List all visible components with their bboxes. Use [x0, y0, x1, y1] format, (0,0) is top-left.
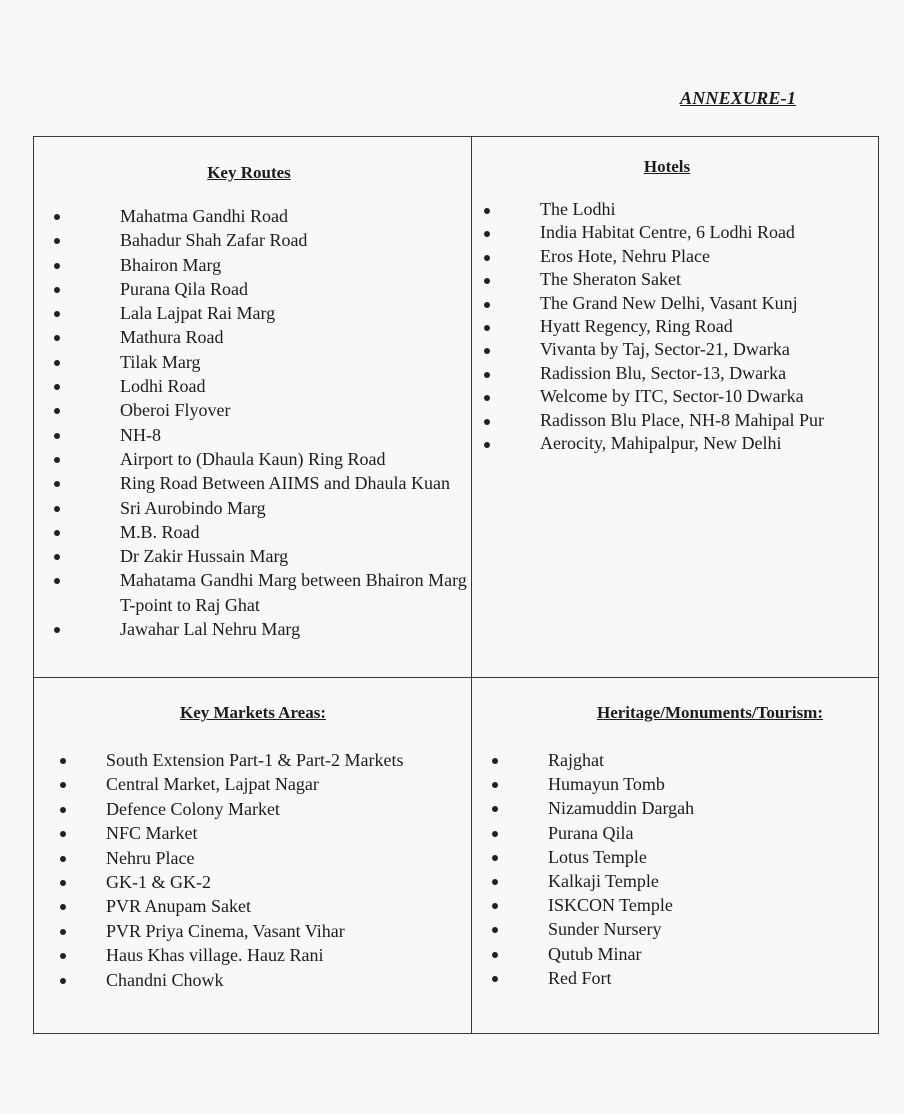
list-item-text: M.B. Road	[120, 521, 200, 542]
heritage-cell	[490, 703, 875, 990]
bullet-icon	[484, 395, 490, 401]
list-item-text: Defence Colony Market	[106, 798, 280, 819]
list-item	[482, 198, 872, 221]
bullet-icon	[54, 578, 60, 584]
list-item	[482, 315, 872, 338]
bullet-icon	[54, 214, 60, 220]
list-item-text: Humayun Tomb	[548, 774, 665, 795]
bullet-icon	[484, 255, 490, 261]
bullet-icon	[484, 372, 490, 378]
list-item	[490, 821, 875, 845]
key-markets-list	[58, 748, 468, 992]
list-item	[490, 796, 875, 820]
list-item-text: Mathura Road	[120, 327, 224, 348]
bullet-icon	[484, 348, 490, 354]
list-item-text: Tilak Marg	[120, 351, 201, 372]
list-item-text: Purana Qila	[548, 822, 634, 843]
list-item-text: Nehru Place	[106, 847, 195, 868]
bullet-icon	[54, 433, 60, 439]
list-item	[490, 917, 875, 941]
list-item	[54, 496, 474, 520]
bullet-icon	[492, 927, 498, 933]
list-item-text: Jawahar Lal Nehru Marg	[120, 619, 301, 640]
bullet-icon	[484, 419, 490, 425]
bullet-icon	[492, 806, 498, 812]
list-item-text: South Extension Part-1 & Part-2 Markets	[106, 750, 404, 770]
list-item	[58, 846, 468, 870]
list-item-text: Oberoi Flyover	[120, 400, 231, 421]
bullet-icon	[60, 831, 66, 837]
list-item-text: Central Market, Lajpat Nagar	[106, 774, 319, 795]
hotels-cell	[482, 157, 872, 455]
bullet-icon	[60, 782, 66, 788]
list-item	[490, 869, 875, 893]
list-item-text: Dr Zakir Hussain Marg	[120, 546, 289, 567]
list-item	[490, 845, 875, 869]
list-item	[482, 385, 872, 408]
bullet-icon	[54, 481, 60, 487]
list-item-text: Qutub Minar	[548, 943, 642, 964]
list-item-text: Lala Lajpat Rai Marg	[120, 303, 276, 324]
list-item-text: Haus Khas village. Hauz Rani	[106, 945, 324, 966]
bullet-icon	[492, 782, 498, 788]
list-item	[58, 870, 468, 894]
bullet-icon	[492, 903, 498, 909]
list-item	[54, 325, 474, 349]
bullet-icon	[60, 953, 66, 959]
list-item	[482, 245, 872, 268]
heritage-list	[490, 748, 875, 990]
bullet-icon	[54, 530, 60, 536]
list-item	[54, 568, 474, 617]
key-routes-cell	[54, 163, 474, 641]
list-item	[54, 447, 474, 471]
list-item-text: Ring Road Between AIIMS and Dhaula Kuan	[120, 473, 450, 494]
bullet-icon	[54, 360, 60, 366]
bullet-icon	[484, 442, 490, 448]
bullet-icon	[54, 238, 60, 244]
list-item	[482, 338, 872, 361]
bullet-icon	[60, 807, 66, 813]
list-item	[54, 350, 474, 374]
list-item	[54, 544, 474, 568]
list-item	[54, 277, 474, 301]
list-item-text: Lotus Temple	[548, 846, 647, 867]
list-item	[490, 893, 875, 917]
list-item	[58, 919, 468, 943]
list-item	[490, 772, 875, 796]
bullet-icon	[484, 278, 490, 284]
list-item	[58, 772, 468, 796]
hotels-heading: Hotels	[643, 157, 691, 176]
list-item	[54, 228, 474, 252]
key-routes-heading: Key Routes	[207, 163, 291, 182]
list-item-text: Lodhi Road	[120, 376, 206, 397]
list-item-text: Eros Hote, Nehru Place	[540, 245, 710, 266]
list-item-text: Airport to (Dhaula Kaun) Ring Road	[120, 448, 386, 469]
bullet-icon	[60, 856, 66, 862]
bullet-icon	[54, 408, 60, 414]
bullet-icon	[60, 758, 66, 764]
list-item-text: NFC Market	[106, 823, 198, 844]
row-divider	[34, 677, 878, 678]
bullet-icon	[54, 287, 60, 293]
bullet-icon	[54, 506, 60, 512]
bullet-icon	[54, 627, 60, 633]
key-routes-list	[54, 204, 474, 641]
hotels-list	[482, 198, 872, 455]
bullet-icon	[484, 231, 490, 237]
list-item	[58, 894, 468, 918]
list-item-text: NH-8	[120, 424, 161, 445]
list-item-text: The Lodhi	[540, 199, 616, 219]
list-item-text: Welcome by ITC, Sector-10 Dwarka	[540, 386, 804, 407]
list-item-text: Sri Aurobindo Marg	[120, 497, 266, 518]
list-item	[58, 968, 468, 992]
list-item	[482, 409, 872, 432]
bullet-icon	[484, 325, 490, 331]
list-item-text: Purana Qila Road	[120, 278, 248, 299]
bullet-icon	[54, 263, 60, 269]
list-item	[490, 966, 875, 990]
key-markets-heading: Key Markets Areas:	[179, 703, 327, 722]
list-item-text: The Sheraton Saket	[540, 269, 681, 290]
list-item-text: Vivanta by Taj, Sector-21, Dwarka	[540, 339, 790, 360]
list-item-text: India Habitat Centre, 6 Lodhi Road	[540, 222, 795, 243]
bullet-icon	[54, 554, 60, 560]
list-item	[58, 748, 468, 772]
list-item	[482, 432, 872, 455]
bullet-icon	[54, 335, 60, 341]
list-item	[54, 253, 474, 277]
list-item	[54, 301, 474, 325]
list-item-text: Aerocity, Mahipalpur, New Delhi	[540, 433, 782, 454]
list-item-text: Hyatt Regency, Ring Road	[540, 316, 733, 337]
list-item	[54, 471, 474, 495]
list-item-text: Chandni Chowk	[106, 969, 224, 990]
list-item-text: Mahatma Gandhi Road	[120, 206, 288, 226]
list-item-text: PVR Priya Cinema, Vasant Vihar	[106, 920, 345, 941]
list-item-text: Sunder Nursery	[548, 919, 662, 940]
list-item-text: Kalkaji Temple	[548, 871, 659, 892]
list-item-text: Red Fort	[548, 967, 612, 988]
list-item	[54, 520, 474, 544]
bullet-icon	[60, 904, 66, 910]
bullet-icon	[492, 758, 498, 764]
bullet-icon	[484, 208, 490, 214]
list-item-text: Radisson Blu Place, NH-8 Mahipal Pur	[540, 409, 824, 430]
bullet-icon	[492, 831, 498, 837]
bullet-icon	[60, 929, 66, 935]
list-item	[54, 423, 474, 447]
annexure-title: ANNEXURE-1	[680, 88, 797, 108]
heritage-heading: Heritage/Monuments/Tourism:	[596, 703, 824, 722]
list-item	[490, 748, 875, 772]
list-item	[482, 292, 872, 315]
bullet-icon	[54, 384, 60, 390]
list-item-text: Nizamuddin Dargah	[548, 798, 695, 819]
list-item	[54, 398, 474, 422]
list-item-text: PVR Anupam Saket	[106, 896, 252, 917]
bullet-icon	[492, 855, 498, 861]
list-item-text: ISKCON Temple	[548, 895, 673, 916]
bullet-icon	[492, 879, 498, 885]
list-item-text: The Grand New Delhi, Vasant Kunj	[540, 292, 798, 313]
list-item	[490, 942, 875, 966]
list-item	[54, 617, 474, 641]
bullet-icon	[492, 976, 498, 982]
list-item	[482, 268, 872, 291]
list-item-text: GK-1 & GK-2	[106, 872, 211, 893]
list-item-text: Radission Blu, Sector-13, Dwarka	[540, 362, 787, 383]
bullet-icon	[60, 978, 66, 984]
bullet-icon	[484, 302, 490, 308]
bullet-icon	[54, 311, 60, 317]
list-item	[58, 797, 468, 821]
list-item	[482, 362, 872, 385]
list-item	[482, 221, 872, 244]
list-item	[58, 943, 468, 967]
bullet-icon	[60, 880, 66, 886]
list-item-text: Bhairon Marg	[120, 254, 222, 275]
list-item	[54, 374, 474, 398]
list-item-text: Rajghat	[548, 750, 604, 770]
list-item	[54, 204, 474, 228]
annexure-table	[33, 136, 879, 1034]
list-item	[58, 821, 468, 845]
list-item-text: Mahatama Gandhi Marg between Bhairon Marg T-point to Raj Ghat	[120, 570, 467, 615]
bullet-icon	[492, 952, 498, 958]
list-item-text: Bahadur Shah Zafar Road	[120, 230, 308, 251]
key-markets-cell	[58, 703, 468, 992]
bullet-icon	[54, 457, 60, 463]
